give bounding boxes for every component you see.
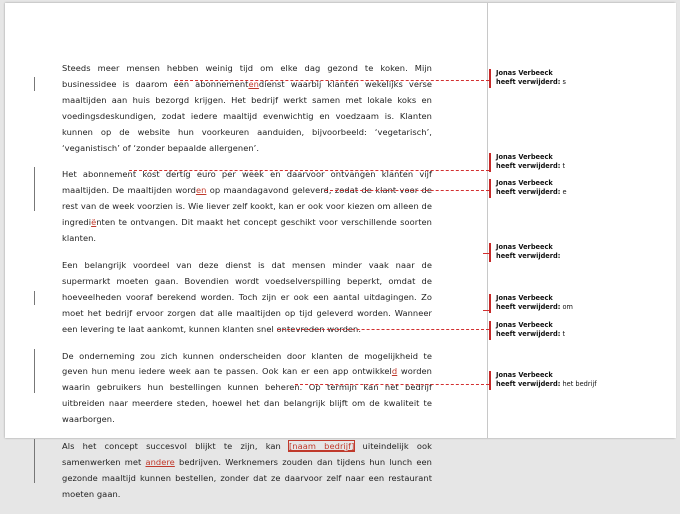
deleted-text: t (562, 330, 566, 339)
tracked-insertion: d (391, 366, 398, 377)
tracked-insertion: [naam bedrijf] (289, 441, 355, 452)
text-run: worden waarin gebruikers hun bestellingen kunnen beheren. Op termijn kan het bedrijf uitbreiden naar meerdere steden, hoewel het dan belangrijk blijft om de kwaliteit te waarborgen. (62, 366, 432, 425)
text-run: nten te ontvangen. Dit maakt het concept geschikt voor verschillende soorten klanten. (62, 217, 432, 244)
comment-author: Jonas Verbeeck (496, 371, 553, 379)
text-run: bedrijven. Werknemers zouden dan tijdens hun lunch een gezonde maaltijd kunnen bestellen, zonder dat ze daarvoor zelf naar een restaurant moeten gaan. (62, 456, 432, 499)
comment-action: heeft verwijderd: (496, 188, 561, 197)
revision-balloon[interactable] (489, 321, 676, 340)
deleted-text: om (562, 303, 573, 312)
text-run: Steeds meer mensen hebben weinig tijd om elke dag gezond te koken. Mijn businessidee is daarom een abonnement (62, 63, 432, 89)
change-bar (34, 349, 35, 393)
comment-action: heeft verwijderd: (496, 380, 561, 389)
comment-author: Jonas Verbeeck (496, 243, 553, 251)
comment-leader-line (129, 170, 489, 171)
comment-action: heeft verwijderd: (496, 252, 561, 261)
document-body[interactable] (62, 61, 432, 514)
revision-balloon[interactable] (489, 69, 676, 88)
text-run: Als het concept succesvol blijkt te zijn, kan (62, 441, 290, 452)
comment-author: Jonas Verbeeck (496, 69, 553, 77)
revision-balloon[interactable] (489, 294, 676, 313)
revision-balloon[interactable] (489, 153, 676, 172)
revision-balloon[interactable] (489, 371, 676, 390)
comment-leader-line (277, 329, 489, 330)
tracked-insertion: andere (145, 456, 175, 467)
tracked-insertion: ë (91, 217, 97, 228)
comment-leader-line (325, 190, 489, 191)
comment-action: heeft verwijderd: (496, 78, 561, 87)
deleted-text: het bedrijf (562, 380, 597, 389)
change-bar (34, 439, 35, 483)
comment-leader-line (295, 384, 489, 385)
text-run: De onderneming zou zich kunnen onderscheiden door klanten de mogelijkheid te geven hun menu iedere week aan te passen. Ook kan er een app ontwikkel (62, 350, 432, 377)
comment-leader-line (175, 80, 489, 81)
tracked-insertion: en (248, 78, 259, 89)
deleted-text: s (562, 78, 566, 87)
tracked-insertion: en (195, 185, 207, 196)
text-run: dienst waarbij klanten wekelijks verse maaltijden aan huis bezorgd krijgen. Het bedrijf werkt samen met lokale koks en voedingsdeskundigen, zodat iedere maaltijd evenwichtig en voedzaam is. Klanten kunnen op de website hun voorkeuren aanduiden, bijvoorbeeld: ‘vegetarisch’, ‘veganistisch’ of ‘zonder bepaalde allergenen’. (62, 78, 432, 153)
paragraph (62, 258, 432, 338)
comment-action: heeft verwijderd: (496, 162, 561, 171)
change-bar (34, 167, 35, 211)
deleted-text: e (562, 188, 567, 197)
paragraph (62, 439, 432, 503)
paragraph (62, 349, 432, 429)
text-run: uiteindelijk ook samenwerken met (62, 441, 432, 467)
text-run: op maandagavond geleverd, zodat de klant voor de rest van de week voorzien is. Wie liever zelf kookt, kan er ook voor kiezen om alleen de ingredi (62, 185, 432, 228)
comment-action: heeft verwijderd: (496, 330, 561, 339)
change-bar (34, 77, 35, 91)
change-bar (34, 291, 35, 305)
comment-author: Jonas Verbeeck (496, 153, 553, 161)
comment-author: Jonas Verbeeck (496, 321, 553, 329)
comment-author: Jonas Verbeeck (496, 179, 553, 187)
text-run: Een belangrijk voordeel van deze dienst is dat mensen minder vaak naar de supermarkt moeten gaan. Bovendien wordt voedselverspilling beperkt, omdat de hoeveelheden vooraf berekend worden. Toch zijn er ook een aantal uitdagingen. Zo moet het bedrijf ervoor zorgen dat alle maaltijden op tijd geleverd worden. Wanneer een levering te laat aankomt, kunnen klanten snel ontevreden worden. (62, 259, 432, 334)
comment-author: Jonas Verbeeck (496, 294, 553, 302)
comment-action: heeft verwijderd: (496, 303, 561, 312)
paragraph (62, 167, 432, 247)
text-run: Het abonnement kost dertig euro per week en daarvoor ontvangen klanten vijf maaltijden. De maaltijden word (62, 169, 432, 196)
paragraph (62, 61, 432, 156)
revision-balloon[interactable] (489, 179, 676, 198)
deleted-text: t (562, 162, 566, 171)
document-page (5, 3, 675, 499)
revision-balloon[interactable] (489, 243, 676, 262)
